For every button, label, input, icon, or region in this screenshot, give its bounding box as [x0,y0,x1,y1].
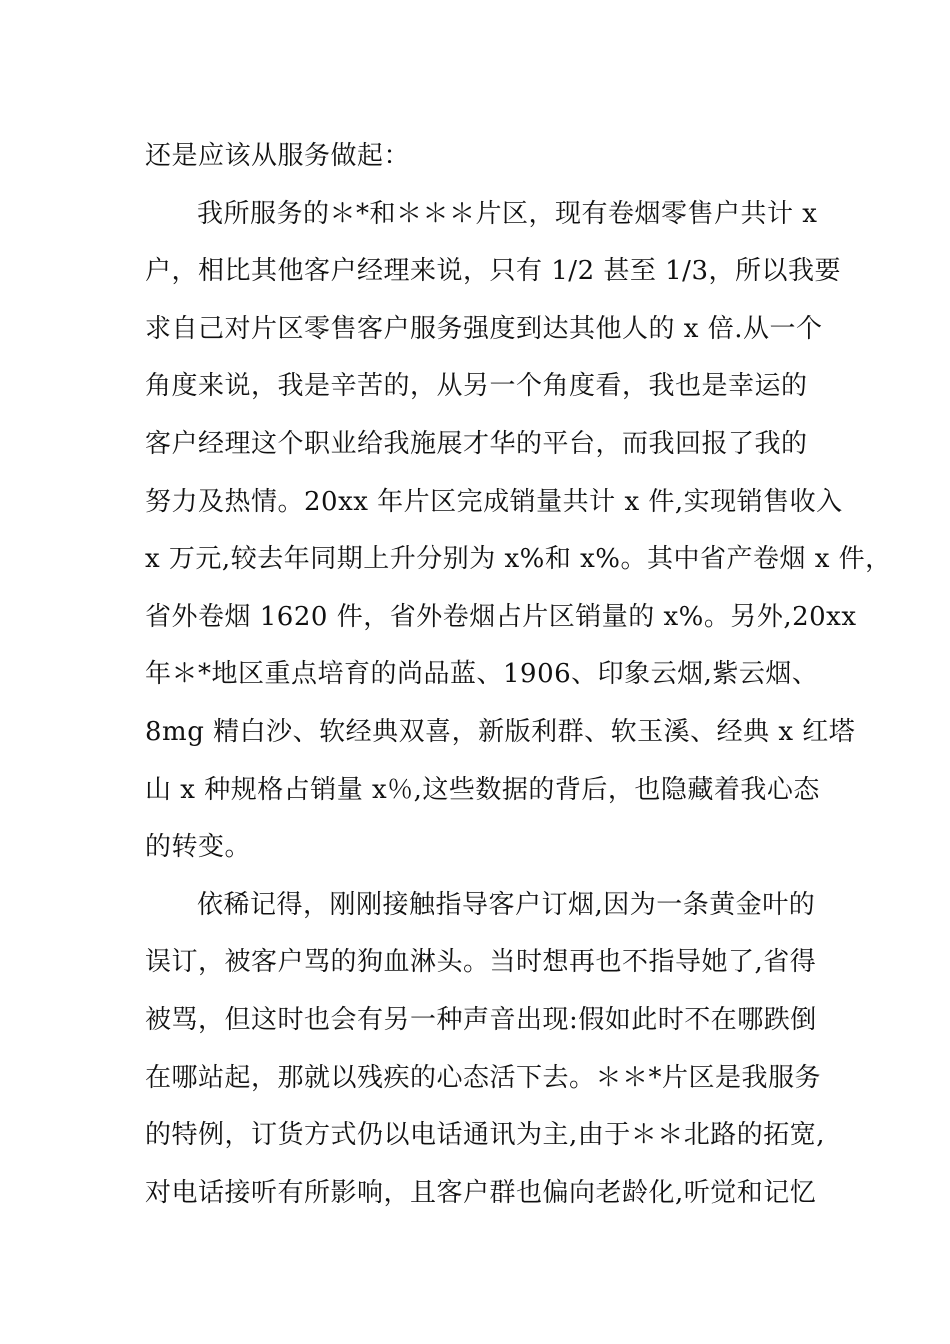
text-line: 的转变。 [145,832,252,863]
text-line: 年＊*地区重点培育的尚品蓝、1906、印象云烟,紫云烟、 [145,659,819,690]
text-line: 还是应该从服务做起： [145,141,411,171]
paragraph-first-line: 我所服务的＊*和＊＊＊片区，现有卷烟零售户共计 x [197,198,818,229]
text-line: 努力及热情。20xx 年片区完成销量共计 x 件,实现销售收入 [145,486,843,517]
text-line: 在哪站起，那就以残疾的心态活下去。＊＊*片区是我服务 [145,1062,822,1093]
paragraph-first-line: 依稀记得，刚刚接触指导客户订烟,因为一条黄金叶的 [197,889,816,920]
text-line: 求自己对片区零售客户服务强度到达其他人的 x 倍.从一个 [145,313,823,344]
text-line: 误订，被客户骂的狗血淋头。当时想再也不指导她了,省得 [145,947,817,978]
text-line: 被骂，但这时也会有另一种声音出现:假如此时不在哪跌倒 [145,1004,817,1035]
text-line: 8mg 精白沙、软经典双喜，新版利群、软玉溪、经典 x 红塔 [145,716,856,747]
text-line: 角度来说，我是辛苦的，从另一个角度看，我也是幸运的 [145,371,808,402]
text-line: 客户经理这个职业给我施展才华的平台，而我回报了我的 [145,428,808,459]
text-line: 山 x 种规格占销量 x％,这些数据的背后，也隐藏着我心态 [145,774,820,805]
document-body [145,128,892,1222]
text-line: 户，相比其他客户经理来说，只有 1/2 甚至 1/3，所以我要 [145,256,841,287]
text-line: x 万元,较去年同期上升分别为 x%和 x%。其中省产卷烟 x 件， [145,544,892,575]
text-line: 的特例，订货方式仍以电话通讯为主,由于＊＊北路的拓宽, [145,1120,826,1151]
text-line: 对电话接听有所影响，且客户群也偏向老龄化,听觉和记忆 [145,1177,817,1208]
text-line: 省外卷烟 1620 件，省外卷烟占片区销量的 x%。另外,20xx [145,601,857,632]
